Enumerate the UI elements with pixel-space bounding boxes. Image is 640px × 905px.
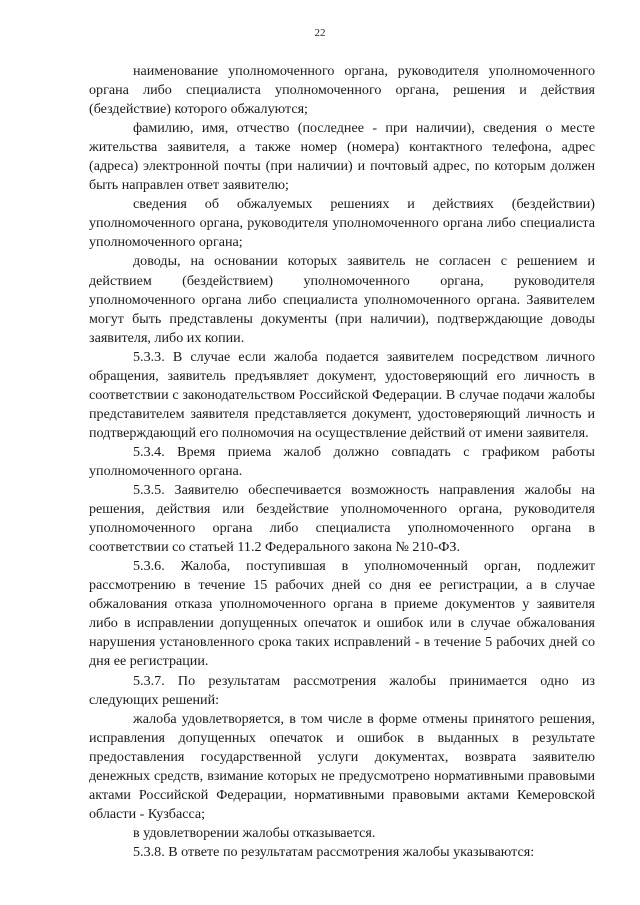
paragraph-5-3-5: 5.3.5. Заявителю обеспечивается возможность направления жалобы на решения, действия или бездействие уполномоченного органа, руководителя уполномоченного органа либо специалиста уполномоченного органа в соответствии со статьей 11.2 Федерального закона № 210-ФЗ. — [89, 482, 595, 556]
paragraph-complaint-satisfied: жалоба удовлетворяется, в том числе в форме отмены принятого решения, исправления допущенных опечаток и ошибок в выданных в результате предоставления государственной услуги документах, возврата заявителю денежных средств, взимание которых не предусмотрено нормативными правовыми актами Российской Федерации, нормативными правовыми актами Кемеровской области - Кузбасса; — [89, 710, 595, 822]
paragraph-complaint-subject: наименование уполномоченного органа, руководителя уполномоченного органа либо специалиста уполномоченного органа, решения и действия (бездействие) которого обжалуются; — [89, 63, 595, 118]
paragraph-5-3-6: 5.3.6. Жалоба, поступившая в уполномоченный орган, подлежит рассмотрению в течение 15 рабочих дней со дня ее регистрации, а в случае обжалования отказа уполномоченного органа в приеме документов у заявителя либо в исправлении допущенных опечаток и ошибок или в случае обжалования нарушения установленного срока таких исправлений - в течение 5 рабочих дней со дня ее регистрации. — [89, 558, 595, 670]
paragraph-5-3-8: 5.3.8. В ответе по результатам рассмотрения жалобы указываются: — [133, 843, 535, 860]
paragraph-applicant-info: фамилию, имя, отчество (последнее - при наличии), сведения о месте жительства заявителя, а также номер (номера) контактного телефона, адрес (адреса) электронной почты (при наличии) и почтовый адрес, по которым должен быть направлен ответ заявителю; — [89, 120, 595, 194]
paragraph-arguments: доводы, на основании которых заявитель не согласен с решением и действием (бездействием) уполномоченного органа, руководителя уполномоченного органа либо специалиста уполномоченного органа. Заявителем могут быть представлены документы (при наличии), подтверждающие доводы заявителя, либо их копии. — [89, 253, 595, 346]
paragraph-5-3-4: 5.3.4. Время приема жалоб должно совпадать с графиком работы уполномоченного органа. — [89, 443, 595, 479]
paragraph-complaint-rejected: в удовлетворении жалобы отказывается. — [133, 824, 376, 841]
paragraph-appealed-decisions: сведения об обжалуемых решениях и действиях (бездействии) уполномоченного органа, руководителя уполномоченного органа либо специалиста уполномоченного органа; — [89, 196, 595, 251]
paragraph-5-3-7: 5.3.7. По результатам рассмотрения жалобы принимается одно из следующих решений: — [89, 672, 595, 708]
page-number: 22 — [314, 27, 326, 39]
paragraph-5-3-3: 5.3.3. В случае если жалоба подается заявителем посредством личного обращения, заявитель предъявляет документ, удостоверяющий его личность в соответствии с законодательством Российской Федерации. В случае подачи жалобы представителем заявителя представляется документ, удостоверяющий личность и подтверждающий его полномочия на осуществление действий от имени заявителя. — [89, 348, 595, 441]
document-body — [89, 62, 595, 862]
